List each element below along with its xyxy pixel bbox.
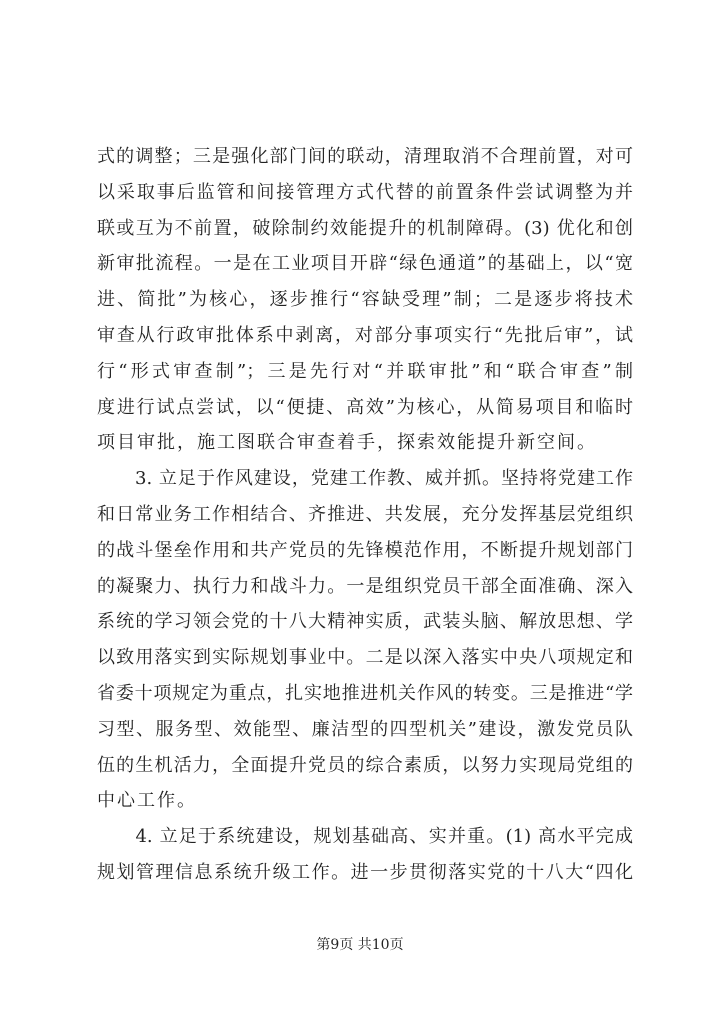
text-line: 的凝聚力、执行力和战斗力。一是组织党员干部全面准确、深入: [97, 575, 633, 597]
text-line: 伍的生机活力，全面提升党员的综合素质，以努力实现局党组的: [97, 754, 633, 776]
text-line: 省委十项规定为重点，扎实地推进机关作风的转变。三是推进“学: [97, 682, 633, 704]
text-line: 新审批流程。一是在工业项目开辟“绿色通道”的基础上，以“宽: [97, 253, 633, 275]
text-line: 以采取事后监管和间接管理方式代替的前置条件尝试调整为并: [97, 181, 633, 203]
text-line: 中心工作。: [97, 790, 197, 812]
text-line: 联或互为不前置，破除制约效能提升的机制障碍。(3) 优化和创: [97, 217, 633, 239]
text-line: 4. 立足于系统建设，规划基础高、实并重。(1) 高水平完成: [97, 826, 633, 848]
text-line: 度进行试点尝试，以“便捷、高效”为核心，从简易项目和临时: [97, 396, 633, 418]
text-line: 习型、服务型、效能型、廉洁型的四型机关”建设，激发党员队: [97, 718, 633, 740]
text-line: 的战斗堡垒作用和共产党员的先锋模范作用，不断提升规划部门: [97, 539, 633, 561]
body-text: [97, 139, 633, 891]
text-line: 式的调整；三是强化部门间的联动，清理取消不合理前置，对可: [97, 146, 633, 167]
text-line: 和日常业务工作相结合、齐推进、共发展，充分发挥基层党组织: [97, 503, 633, 525]
text-line: 系统的学习领会党的十八大精神实质，武装头脑、解放思想、学: [97, 611, 633, 633]
text-line: 规划管理信息系统升级工作。进一步贯彻落实党的十八大“四化: [97, 861, 633, 883]
page-footer: 第9页 共10页: [316, 937, 404, 953]
text-line: 行“形式审查制”；三是先行对“并联审批”和“联合审查”制: [97, 360, 633, 382]
text-line: 审查从行政审批体系中剥离，对部分事项实行“先批后审”，试: [97, 324, 633, 346]
text-line: 项目审批，施工图联合审查着手，探索效能提升新空间。: [97, 432, 597, 454]
text-line: 以致用落实到实际规划事业中。二是以深入落实中央八项规定和: [97, 647, 633, 669]
text-line: 3. 立足于作风建设，党建工作教、威并抓。坚持将党建工作: [97, 468, 633, 490]
text-line: 进、简批”为核心，逐步推行“容缺受理”制；二是逐步将技术: [97, 289, 633, 311]
